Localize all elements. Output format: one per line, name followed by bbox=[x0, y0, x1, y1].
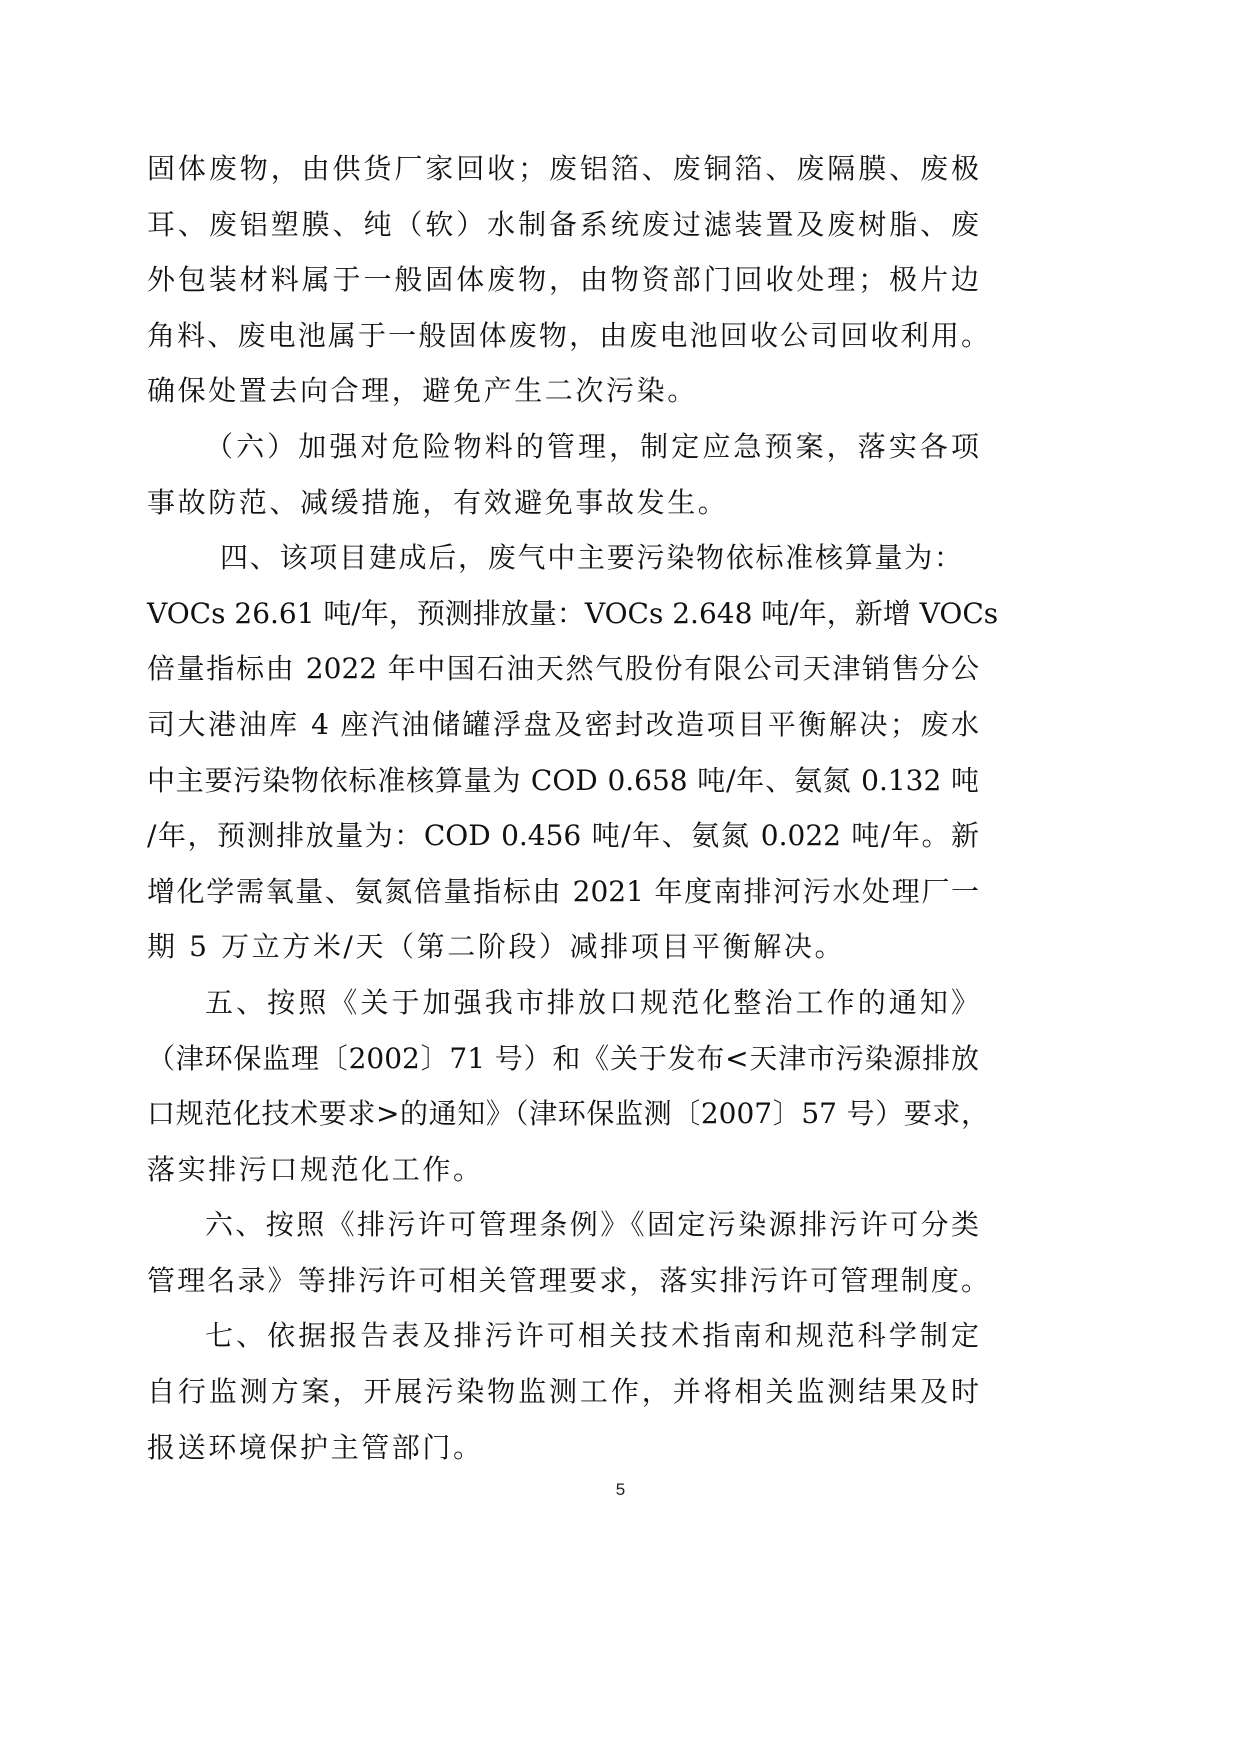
text-line: 事故防范、减缓措施，有效避免事故发生。 bbox=[147, 485, 729, 519]
paragraph-first-line: 四、该项目建成后，废气中主要污染物依标准核算量为： bbox=[220, 541, 962, 575]
text-line: 耳、废铝塑膜、纯（软）水制备系统废过滤装置及废树脂、废 bbox=[147, 207, 979, 241]
page-number: 5 bbox=[615, 1480, 626, 1499]
text-line: /年，预测排放量为：COD 0.456 吨/年、氨氮 0.022 吨/年。新 bbox=[147, 819, 979, 853]
paragraph-first-line: 七、依据报告表及排污许可相关技术指南和规范科学制定 bbox=[205, 1319, 979, 1353]
text-line: 固体废物，由供货厂家回收；废铝箔、废铜箔、废隔膜、废极 bbox=[147, 152, 979, 185]
text-line: 司大港油库 4 座汽油储罐浮盘及密封改造项目平衡解决；废水 bbox=[147, 707, 979, 741]
text-line: 增化学需氧量、氨氮倍量指标由 2021 年度南排河污水处理厂一 bbox=[147, 874, 979, 908]
text-line: 外包装材料属于一般固体废物，由物资部门回收处理；极片边 bbox=[147, 263, 979, 297]
text-line: （津环保监理〔2002〕71 号）和《关于发布<天津市污染源排放 bbox=[147, 1041, 979, 1075]
text-line: 倍量指标由 2022 年中国石油天然气股份有限公司天津销售分公 bbox=[147, 652, 979, 686]
text-line: VOCs 26.61 吨/年，预测排放量：VOCs 2.648 吨/年，新增 VOCs bbox=[147, 596, 999, 630]
text-line: 确保处置去向合理，避免产生二次污染。 bbox=[147, 374, 698, 408]
text-line: 中主要污染物依标准核算量为 COD 0.658 吨/年、氨氮 0.132 吨 bbox=[147, 763, 979, 797]
text-line: 报送环境保护主管部门。 bbox=[147, 1430, 484, 1464]
text-line: 落实排污口规范化工作。 bbox=[147, 1152, 484, 1186]
text-line: 口规范化技术要求>的通知》（津环保监测〔2007〕57 号）要求， bbox=[147, 1097, 989, 1131]
paragraph-first-line: 五、按照《关于加强我市排放口规范化整治工作的通知》 bbox=[205, 985, 979, 1019]
text-line: 管理名录》等排污许可相关管理要求，落实排污许可管理制度。 bbox=[147, 1263, 989, 1297]
body-text bbox=[147, 141, 999, 1475]
paragraph-first-line: （六）加强对危险物料的管理，制定应急预案，落实各项 bbox=[205, 429, 979, 463]
text-line: 期 5 万立方米/天（第二阶段）减排项目平衡解决。 bbox=[147, 930, 846, 964]
paragraph-first-line: 六、按照《排污许可管理条例》《固定污染源排污许可分类 bbox=[205, 1208, 979, 1242]
text-line: 自行监测方案，开展污染物监测工作，并将相关监测结果及时 bbox=[147, 1375, 979, 1409]
text-line: 角料、废电池属于一般固体废物，由废电池回收公司回收利用。 bbox=[147, 318, 989, 352]
